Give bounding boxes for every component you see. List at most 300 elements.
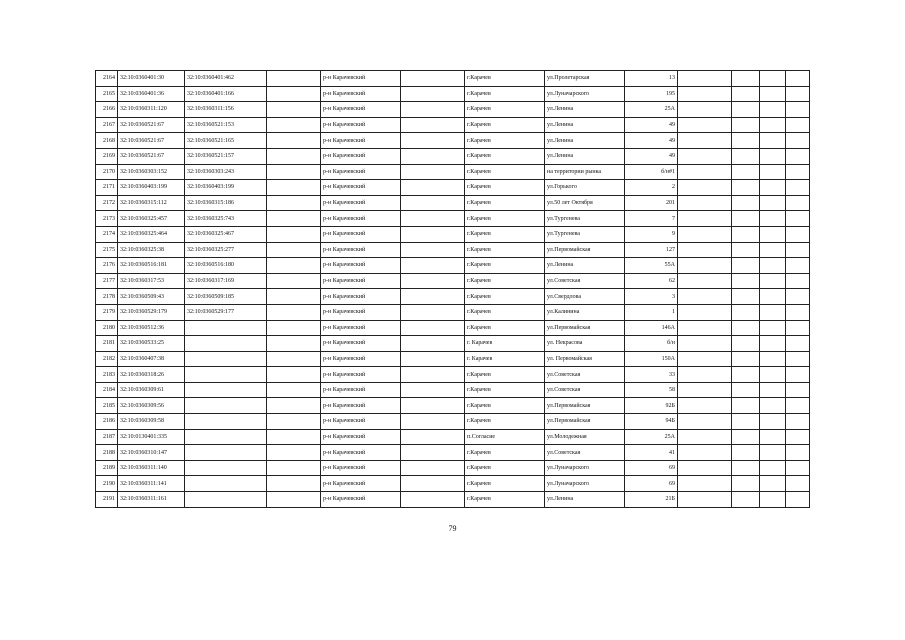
empty-cell xyxy=(401,445,465,461)
row-number-cell: 2167 xyxy=(96,117,118,133)
settlement-cell: г.Карачев xyxy=(465,460,545,476)
district-cell: р-н Карачевский xyxy=(321,304,401,320)
empty-cell xyxy=(678,398,732,414)
table-row xyxy=(96,445,810,461)
settlement-cell: г.Карачев xyxy=(465,492,545,508)
empty-cell xyxy=(267,242,321,258)
empty-cell xyxy=(267,304,321,320)
empty-cell xyxy=(267,102,321,118)
cadastral-number-cell: 32:10:0360325:457 xyxy=(118,211,185,227)
empty-cell xyxy=(401,226,465,242)
district-cell: р-н Карачевский xyxy=(321,117,401,133)
row-number-cell: 2190 xyxy=(96,476,118,492)
district-cell: р-н Карачевский xyxy=(321,164,401,180)
empty-cell xyxy=(732,71,760,87)
settlement-cell: г.Карачев xyxy=(465,414,545,430)
empty-cell xyxy=(786,117,810,133)
empty-cell xyxy=(732,304,760,320)
empty-cell xyxy=(678,289,732,305)
street-cell: ул.Первомайская xyxy=(545,320,625,336)
table-row xyxy=(96,351,810,367)
district-cell: р-н Карачевский xyxy=(321,351,401,367)
empty-cell xyxy=(678,382,732,398)
building-cadastral-number-cell: 32:10:0360509:185 xyxy=(185,289,267,305)
empty-cell xyxy=(267,351,321,367)
row-number-cell: 2187 xyxy=(96,429,118,445)
settlement-cell: г.Карачев xyxy=(465,71,545,87)
table-row xyxy=(96,102,810,118)
district-cell: р-н Карачевский xyxy=(321,398,401,414)
settlement-cell: г.Карачев xyxy=(465,211,545,227)
row-number-cell: 2176 xyxy=(96,258,118,274)
settlement-cell: г.Карачев xyxy=(465,117,545,133)
street-cell: ул.Свердлова xyxy=(545,289,625,305)
empty-cell xyxy=(267,273,321,289)
empty-cell xyxy=(401,164,465,180)
empty-cell xyxy=(267,258,321,274)
building-number-cell: 62 xyxy=(625,273,678,289)
district-cell: р-н Карачевский xyxy=(321,336,401,352)
empty-cell xyxy=(760,367,786,383)
table-row xyxy=(96,414,810,430)
cadastral-number-cell: 32:10:0360309:61 xyxy=(118,382,185,398)
table-row xyxy=(96,195,810,211)
district-cell: р-н Карачевский xyxy=(321,258,401,274)
settlement-cell: г.Карачев xyxy=(465,242,545,258)
building-cadastral-number-cell xyxy=(185,445,267,461)
empty-cell xyxy=(401,117,465,133)
building-number-cell: 146А xyxy=(625,320,678,336)
empty-cell xyxy=(678,336,732,352)
cadastral-number-cell: 32:10:0360401:30 xyxy=(118,71,185,87)
building-cadastral-number-cell xyxy=(185,414,267,430)
empty-cell xyxy=(786,258,810,274)
settlement-cell: г.Карачев xyxy=(465,367,545,383)
empty-cell xyxy=(678,133,732,149)
settlement-cell: г. Карачев xyxy=(465,351,545,367)
empty-cell xyxy=(267,180,321,196)
table-row xyxy=(96,117,810,133)
table-row xyxy=(96,180,810,196)
building-cadastral-number-cell: 32:10:0360516:180 xyxy=(185,258,267,274)
empty-cell xyxy=(401,102,465,118)
table-row xyxy=(96,476,810,492)
empty-cell xyxy=(760,71,786,87)
empty-cell xyxy=(786,304,810,320)
building-number-cell: 2 xyxy=(625,180,678,196)
empty-cell xyxy=(678,102,732,118)
table-row xyxy=(96,492,810,508)
street-cell: ул.Ленина xyxy=(545,117,625,133)
district-cell: р-н Карачевский xyxy=(321,320,401,336)
empty-cell xyxy=(732,382,760,398)
settlement-cell: г.Карачев xyxy=(465,86,545,102)
cadastral-number-cell: 32:10:0360310:147 xyxy=(118,445,185,461)
table-row xyxy=(96,211,810,227)
street-cell: ул.Луначарского xyxy=(545,476,625,492)
empty-cell xyxy=(732,211,760,227)
empty-cell xyxy=(732,164,760,180)
building-number-cell: 1 xyxy=(625,304,678,320)
empty-cell xyxy=(786,351,810,367)
empty-cell xyxy=(678,226,732,242)
table-row xyxy=(96,320,810,336)
empty-cell xyxy=(786,226,810,242)
empty-cell xyxy=(786,148,810,164)
settlement-cell: г.Карачев xyxy=(465,148,545,164)
row-number-cell: 2169 xyxy=(96,148,118,164)
building-cadastral-number-cell xyxy=(185,492,267,508)
building-cadastral-number-cell: 32:10:0360303:243 xyxy=(185,164,267,180)
empty-cell xyxy=(760,429,786,445)
settlement-cell: г.Карачев xyxy=(465,320,545,336)
cadastral-number-cell: 32:10:0360317:53 xyxy=(118,273,185,289)
empty-cell xyxy=(678,242,732,258)
district-cell: р-н Карачевский xyxy=(321,445,401,461)
street-cell: ул.Луначарского xyxy=(545,460,625,476)
building-number-cell: 150А xyxy=(625,351,678,367)
row-number-cell: 2170 xyxy=(96,164,118,180)
empty-cell xyxy=(760,86,786,102)
empty-cell xyxy=(678,414,732,430)
empty-cell xyxy=(760,195,786,211)
empty-cell xyxy=(401,398,465,414)
building-number-cell: 195 xyxy=(625,86,678,102)
empty-cell xyxy=(786,211,810,227)
empty-cell xyxy=(401,148,465,164)
empty-cell xyxy=(732,398,760,414)
settlement-cell: г.Карачев xyxy=(465,102,545,118)
empty-cell xyxy=(401,367,465,383)
empty-cell xyxy=(401,273,465,289)
cadastral-number-cell: 32:10:0360521:67 xyxy=(118,133,185,149)
district-cell: р-н Карачевский xyxy=(321,180,401,196)
empty-cell xyxy=(732,258,760,274)
empty-cell xyxy=(401,492,465,508)
empty-cell xyxy=(678,320,732,336)
empty-cell xyxy=(267,195,321,211)
empty-cell xyxy=(732,429,760,445)
empty-cell xyxy=(401,304,465,320)
settlement-cell: г.Карачев xyxy=(465,258,545,274)
row-number-cell: 2175 xyxy=(96,242,118,258)
empty-cell xyxy=(678,492,732,508)
empty-cell xyxy=(786,367,810,383)
empty-cell xyxy=(401,289,465,305)
row-number-cell: 2180 xyxy=(96,320,118,336)
building-cadastral-number-cell xyxy=(185,367,267,383)
empty-cell xyxy=(732,117,760,133)
empty-cell xyxy=(267,476,321,492)
empty-cell xyxy=(786,398,810,414)
empty-cell xyxy=(401,460,465,476)
street-cell: ул.Ленина xyxy=(545,102,625,118)
cadastral-number-cell: 32:10:0360407:38 xyxy=(118,351,185,367)
empty-cell xyxy=(786,429,810,445)
empty-cell xyxy=(760,492,786,508)
empty-cell xyxy=(267,398,321,414)
street-cell: ул. Первомайская xyxy=(545,351,625,367)
building-number-cell: 58 xyxy=(625,382,678,398)
empty-cell xyxy=(401,195,465,211)
empty-cell xyxy=(267,164,321,180)
cadastral-number-cell: 32:10:0360315:112 xyxy=(118,195,185,211)
building-cadastral-number-cell: 32:10:0360521:157 xyxy=(185,148,267,164)
empty-cell xyxy=(732,414,760,430)
district-cell: р-н Карачевский xyxy=(321,414,401,430)
empty-cell xyxy=(760,320,786,336)
district-cell: р-н Карачевский xyxy=(321,273,401,289)
empty-cell xyxy=(401,71,465,87)
cadastral-number-cell: 32:10:0360309:56 xyxy=(118,398,185,414)
table-row xyxy=(96,367,810,383)
table-row xyxy=(96,289,810,305)
empty-cell xyxy=(267,336,321,352)
cadastral-number-cell: 32:10:0360311:120 xyxy=(118,102,185,118)
street-cell: ул.Молодежная xyxy=(545,429,625,445)
cadastral-number-cell: 32:10:0360512:36 xyxy=(118,320,185,336)
empty-cell xyxy=(732,242,760,258)
empty-cell xyxy=(760,242,786,258)
empty-cell xyxy=(760,304,786,320)
table-row xyxy=(96,398,810,414)
table-row xyxy=(96,304,810,320)
empty-cell xyxy=(786,86,810,102)
district-cell: р-н Карачевский xyxy=(321,429,401,445)
empty-cell xyxy=(401,86,465,102)
building-cadastral-number-cell: 32:10:0360401:462 xyxy=(185,71,267,87)
table-row xyxy=(96,429,810,445)
empty-cell xyxy=(760,180,786,196)
settlement-cell: г.Карачев xyxy=(465,445,545,461)
district-cell: р-н Карачевский xyxy=(321,195,401,211)
empty-cell xyxy=(732,460,760,476)
table-row xyxy=(96,86,810,102)
street-cell: ул.50 лет Октября xyxy=(545,195,625,211)
cadastral-number-cell: 32:10:0360533:25 xyxy=(118,336,185,352)
building-number-cell: 49 xyxy=(625,117,678,133)
building-cadastral-number-cell: 32:10:0360317:169 xyxy=(185,273,267,289)
empty-cell xyxy=(401,258,465,274)
settlement-cell: г. Карачев xyxy=(465,336,545,352)
row-number-cell: 2177 xyxy=(96,273,118,289)
empty-cell xyxy=(760,273,786,289)
table-row xyxy=(96,133,810,149)
table-row xyxy=(96,71,810,87)
street-cell: ул.Тургенева xyxy=(545,211,625,227)
row-number-cell: 2171 xyxy=(96,180,118,196)
empty-cell xyxy=(678,117,732,133)
row-number-cell: 2173 xyxy=(96,211,118,227)
settlement-cell: г.Карачев xyxy=(465,289,545,305)
building-cadastral-number-cell: 32:10:0360325:467 xyxy=(185,226,267,242)
street-cell: ул.Советская xyxy=(545,445,625,461)
empty-cell xyxy=(678,304,732,320)
cadastral-number-cell: 32:10:0130401:335 xyxy=(118,429,185,445)
empty-cell xyxy=(401,351,465,367)
empty-cell xyxy=(760,133,786,149)
settlement-cell: г.Карачев xyxy=(465,133,545,149)
empty-cell xyxy=(732,102,760,118)
row-number-cell: 2165 xyxy=(96,86,118,102)
empty-cell xyxy=(786,382,810,398)
registry-table xyxy=(95,70,810,508)
street-cell: ул.Горького xyxy=(545,180,625,196)
row-number-cell: 2181 xyxy=(96,336,118,352)
empty-cell xyxy=(760,476,786,492)
building-cadastral-number-cell: 32:10:0360325:277 xyxy=(185,242,267,258)
empty-cell xyxy=(401,211,465,227)
empty-cell xyxy=(401,476,465,492)
empty-cell xyxy=(401,382,465,398)
empty-cell xyxy=(732,492,760,508)
empty-cell xyxy=(401,320,465,336)
row-number-cell: 2182 xyxy=(96,351,118,367)
empty-cell xyxy=(732,133,760,149)
building-cadastral-number-cell: 32:10:0360315:186 xyxy=(185,195,267,211)
row-number-cell: 2172 xyxy=(96,195,118,211)
empty-cell xyxy=(786,242,810,258)
empty-cell xyxy=(786,195,810,211)
building-number-cell: 25А xyxy=(625,429,678,445)
building-number-cell: 9 xyxy=(625,226,678,242)
settlement-cell: г.Карачев xyxy=(465,382,545,398)
empty-cell xyxy=(732,86,760,102)
empty-cell xyxy=(732,367,760,383)
street-cell: ул.Советская xyxy=(545,273,625,289)
building-number-cell: 69 xyxy=(625,476,678,492)
empty-cell xyxy=(678,476,732,492)
building-number-cell: 55А xyxy=(625,258,678,274)
empty-cell xyxy=(267,117,321,133)
cadastral-number-cell: 32:10:0360325:38 xyxy=(118,242,185,258)
empty-cell xyxy=(267,414,321,430)
empty-cell xyxy=(678,273,732,289)
street-cell: ул.Калинина xyxy=(545,304,625,320)
building-number-cell: 7 xyxy=(625,211,678,227)
empty-cell xyxy=(760,258,786,274)
empty-cell xyxy=(678,180,732,196)
empty-cell xyxy=(267,429,321,445)
cadastral-number-cell: 32:10:0360325:464 xyxy=(118,226,185,242)
settlement-cell: г.Карачев xyxy=(465,226,545,242)
building-cadastral-number-cell xyxy=(185,398,267,414)
table-row xyxy=(96,226,810,242)
empty-cell xyxy=(267,71,321,87)
district-cell: р-н Карачевский xyxy=(321,460,401,476)
settlement-cell: г.Карачев xyxy=(465,273,545,289)
cadastral-number-cell: 32:10:0360311:140 xyxy=(118,460,185,476)
building-number-cell: 49 xyxy=(625,133,678,149)
building-number-cell: 41 xyxy=(625,445,678,461)
building-cadastral-number-cell: 32:10:0360403:199 xyxy=(185,180,267,196)
row-number-cell: 2186 xyxy=(96,414,118,430)
building-number-cell: 3 xyxy=(625,289,678,305)
table-row xyxy=(96,258,810,274)
row-number-cell: 2188 xyxy=(96,445,118,461)
building-number-cell: 94Б xyxy=(625,414,678,430)
table-row xyxy=(96,273,810,289)
building-cadastral-number-cell xyxy=(185,320,267,336)
empty-cell xyxy=(678,429,732,445)
empty-cell xyxy=(786,320,810,336)
empty-cell xyxy=(678,460,732,476)
empty-cell xyxy=(760,102,786,118)
district-cell: р-н Карачевский xyxy=(321,492,401,508)
building-cadastral-number-cell xyxy=(185,382,267,398)
cadastral-number-cell: 32:10:0360529:179 xyxy=(118,304,185,320)
row-number-cell: 2191 xyxy=(96,492,118,508)
cadastral-number-cell: 32:10:0360509:43 xyxy=(118,289,185,305)
empty-cell xyxy=(786,476,810,492)
table-row xyxy=(96,164,810,180)
building-number-cell: 49 xyxy=(625,148,678,164)
empty-cell xyxy=(732,351,760,367)
empty-cell xyxy=(401,180,465,196)
empty-cell xyxy=(732,195,760,211)
empty-cell xyxy=(732,180,760,196)
cadastral-number-cell: 32:10:0360521:67 xyxy=(118,148,185,164)
empty-cell xyxy=(786,492,810,508)
empty-cell xyxy=(267,382,321,398)
cadastral-number-cell: 32:10:0360318:26 xyxy=(118,367,185,383)
page-number: 79 xyxy=(448,524,457,533)
street-cell: ул.Пролетарская xyxy=(545,71,625,87)
building-cadastral-number-cell xyxy=(185,476,267,492)
empty-cell xyxy=(732,336,760,352)
street-cell: ул. Некрасова xyxy=(545,336,625,352)
empty-cell xyxy=(786,336,810,352)
street-cell: ул.Первомайская xyxy=(545,398,625,414)
district-cell: р-н Карачевский xyxy=(321,86,401,102)
empty-cell xyxy=(760,414,786,430)
district-cell: р-н Карачевский xyxy=(321,382,401,398)
empty-cell xyxy=(267,320,321,336)
empty-cell xyxy=(732,320,760,336)
street-cell: ул.Первомайская xyxy=(545,414,625,430)
empty-cell xyxy=(267,86,321,102)
table-body xyxy=(96,71,810,508)
building-cadastral-number-cell: 32:10:0360521:153 xyxy=(185,117,267,133)
empty-cell xyxy=(786,445,810,461)
building-cadastral-number-cell: 32:10:0360401:166 xyxy=(185,86,267,102)
table-row xyxy=(96,382,810,398)
district-cell: р-н Карачевский xyxy=(321,148,401,164)
building-cadastral-number-cell xyxy=(185,460,267,476)
empty-cell xyxy=(267,367,321,383)
district-cell: р-н Карачевский xyxy=(321,102,401,118)
cadastral-number-cell: 32:10:0360311:161 xyxy=(118,492,185,508)
empty-cell xyxy=(732,476,760,492)
empty-cell xyxy=(760,211,786,227)
cadastral-number-cell: 32:10:0360303:152 xyxy=(118,164,185,180)
street-cell: на территории рынка xyxy=(545,164,625,180)
district-cell: р-н Карачевский xyxy=(321,71,401,87)
table-row xyxy=(96,460,810,476)
cadastral-number-cell: 32:10:0360403:199 xyxy=(118,180,185,196)
empty-cell xyxy=(760,336,786,352)
row-number-cell: 2184 xyxy=(96,382,118,398)
empty-cell xyxy=(267,211,321,227)
empty-cell xyxy=(678,148,732,164)
settlement-cell: г.Карачев xyxy=(465,180,545,196)
building-number-cell: 127 xyxy=(625,242,678,258)
empty-cell xyxy=(678,164,732,180)
building-number-cell: 33 xyxy=(625,367,678,383)
empty-cell xyxy=(678,351,732,367)
building-number-cell: б/н xyxy=(625,336,678,352)
empty-cell xyxy=(401,133,465,149)
